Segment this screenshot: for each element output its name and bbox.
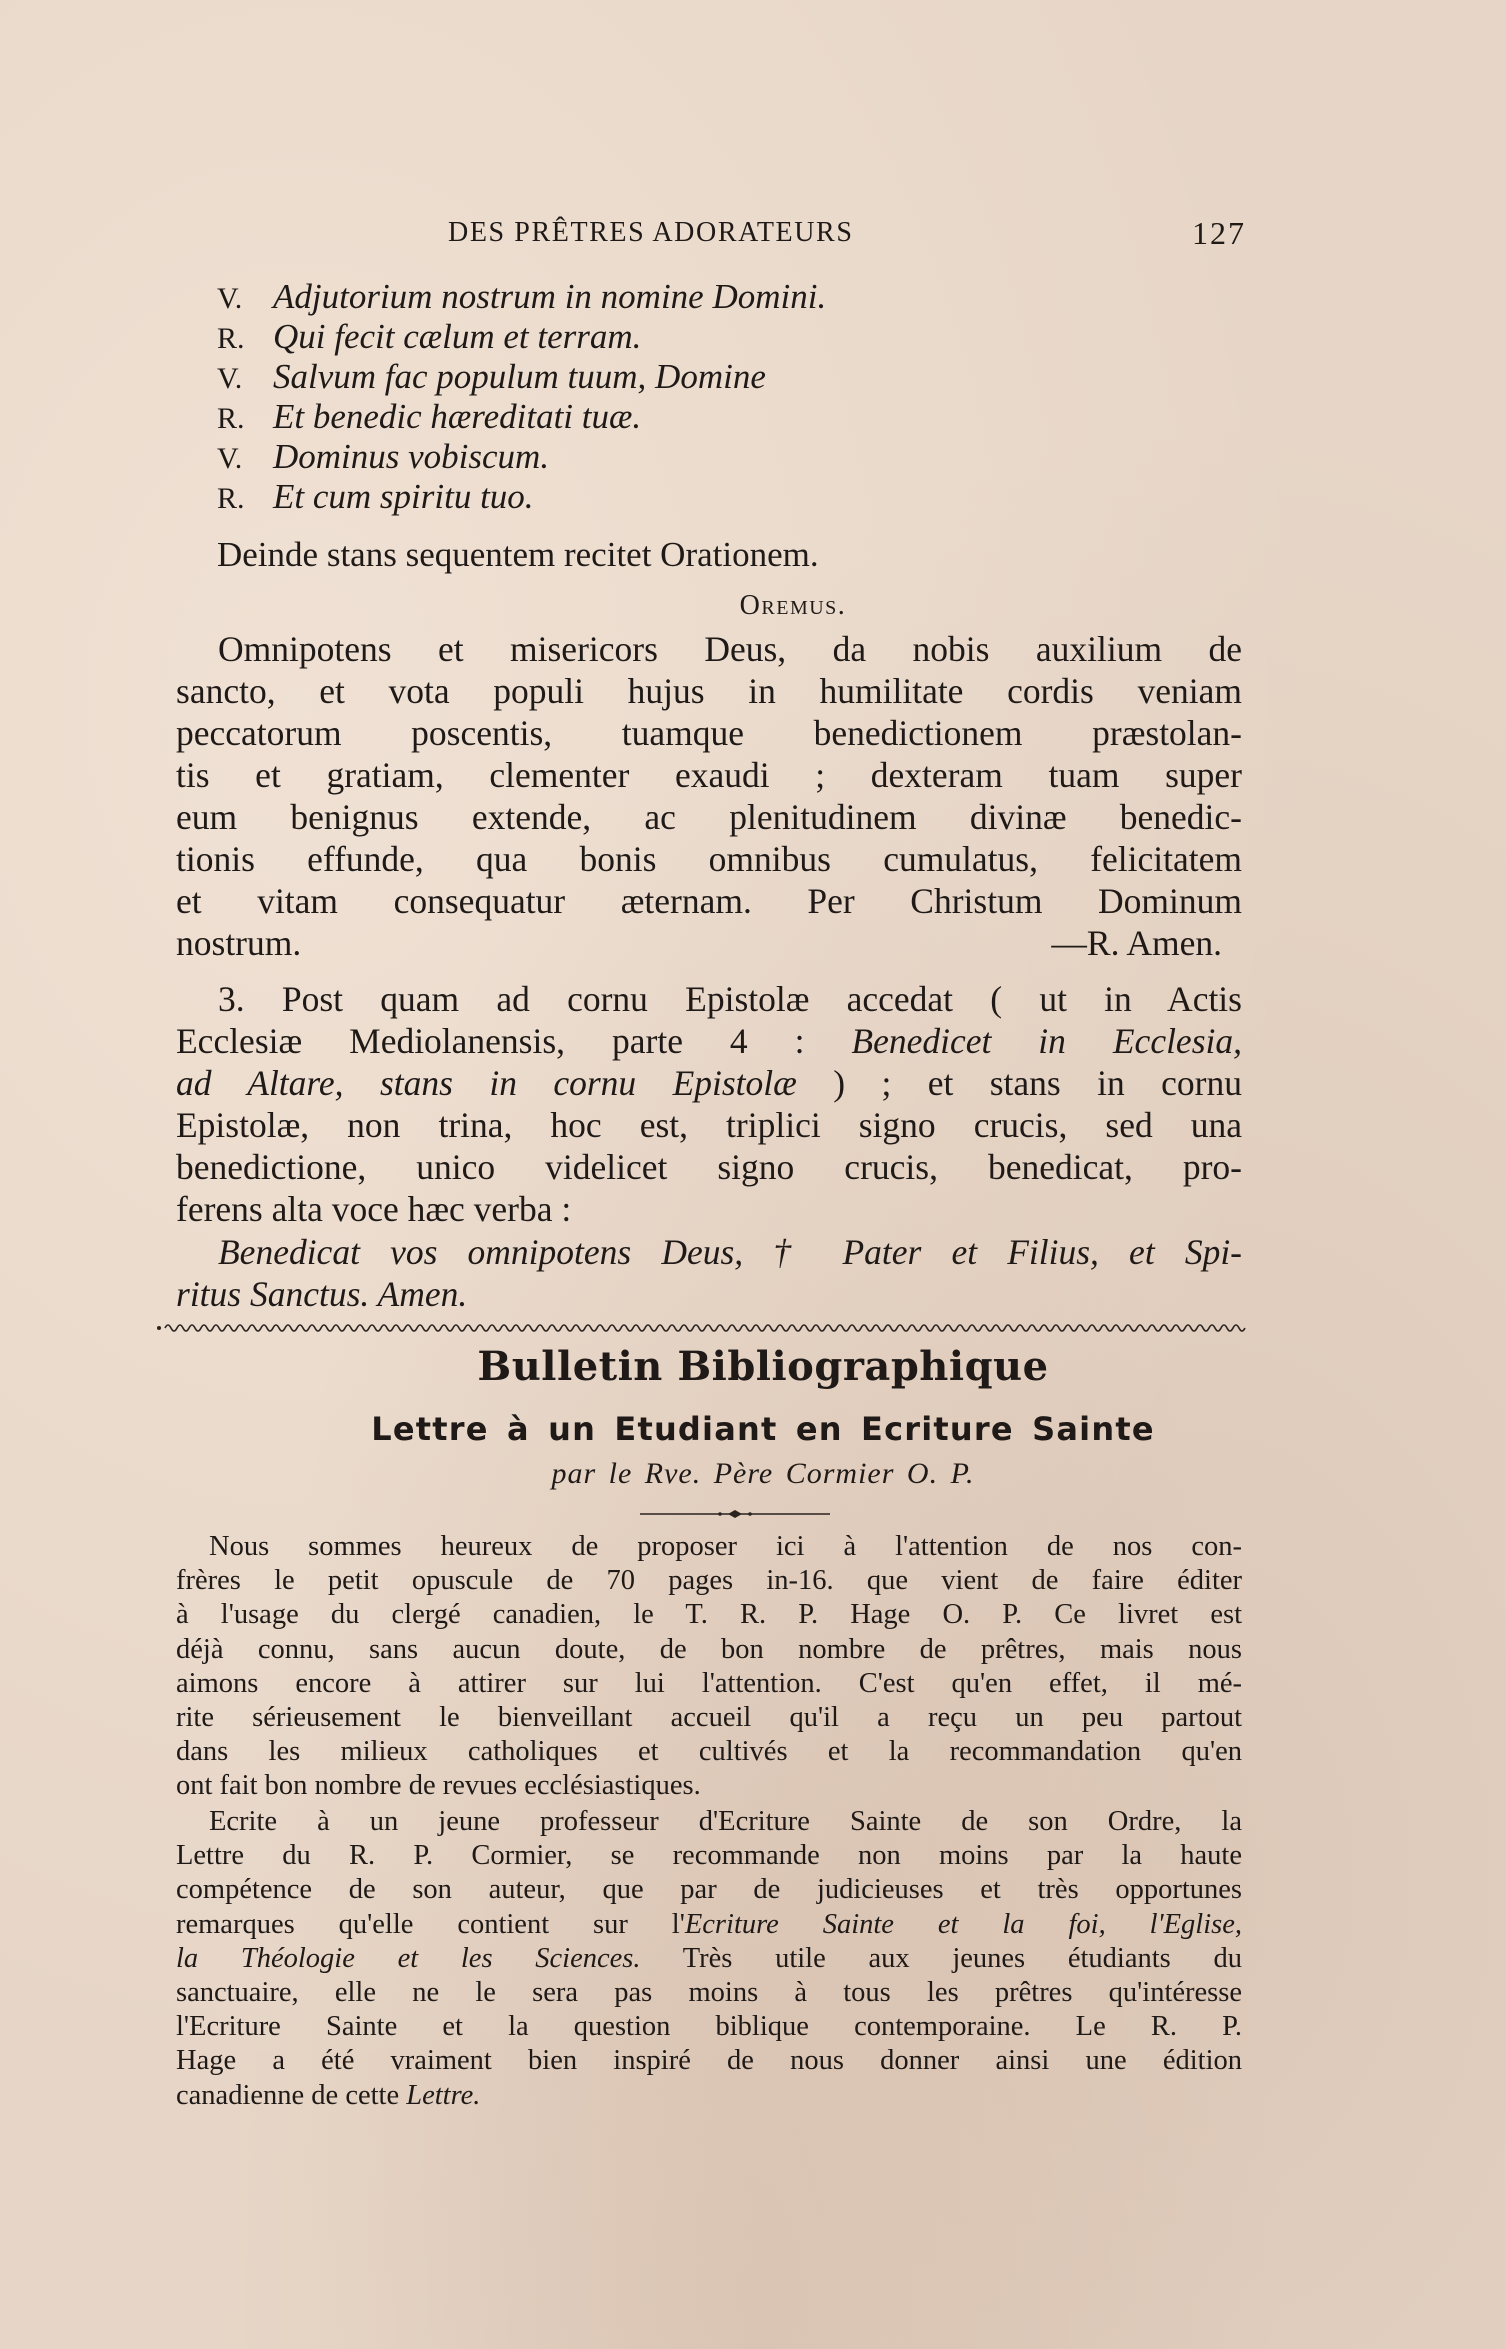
review-text: Très utile aux jeunes étudiants du: [640, 1942, 1242, 1974]
prayer-line: sancto, et vota populi hujus in humilitate cordis veniam: [176, 671, 1242, 711]
versicle-text: Dominus vobiscum.: [273, 437, 550, 476]
review-line: aimons encore à attirer sur lui l'attention. C'est qu'en effet, il mé-: [176, 1667, 1242, 1699]
blessing-line: ritus Sanctus. Amen.: [176, 1274, 468, 1314]
review-line: sanctuaire, elle ne le sera pas moins à tous les prêtres qu'intéresse: [176, 1976, 1242, 2008]
review-line: Nous sommes heureux de proposer ici à l'attention de nos con-: [209, 1531, 1242, 1562]
review-book-title: Lettre.: [406, 2079, 481, 2111]
response-mark: R.: [217, 322, 245, 355]
running-head: [176, 215, 1246, 255]
review-text: remarques qu'elle contient sur l': [176, 1908, 685, 1940]
review-topic: Ecriture Sainte et la foi, l'Eglise,: [684, 1908, 1242, 1940]
blessing-line: Benedicat vos omnipotens Deus, † Pater et Filius, et Spi-: [218, 1232, 1242, 1272]
versicle-line: [217, 357, 1247, 397]
versicle-list: [217, 277, 1247, 517]
bulletin-title: Bulletin Bibliographique: [477, 1343, 1049, 1390]
versicle-line: [217, 277, 1247, 317]
prayer-line: tionis effunde, qua bonis omnibus cumulatus, felicitatem: [176, 839, 1242, 879]
response-mark: R.: [217, 482, 245, 515]
review-line: l'Ecriture Sainte et la question biblique contemporaine. Le R. P.: [176, 2011, 1242, 2043]
review-line: Ecrite à un jeune professeur d'Ecriture Sainte de son Ordre, la: [209, 1806, 1242, 1837]
running-title: DES PRÊTRES ADORATEURS: [448, 217, 854, 248]
prayer-line: peccatorum poscentis, tuamque benedictionem præstolan-: [176, 713, 1242, 753]
bulletin-byline: par le Rve. Père Cormier O. P.: [551, 1457, 975, 1490]
rubric-line: [176, 1020, 1242, 1062]
review-line: [176, 1942, 1242, 1976]
rubric-line: ferens alta voce hæc verba :: [176, 1189, 572, 1229]
review-line: dans les milieux catholiques et cultivés et la recommandation qu'en: [176, 1736, 1242, 1768]
rubric-line: 3. Post quam ad cornu Epistolæ accedat ( ut in Actis: [218, 979, 1242, 1019]
rubric-citation: Benedicet in Ecclesia,: [851, 1021, 1242, 1061]
review-paragraph-2: [176, 1805, 1242, 2113]
rubric-citation: ad Altare, stans in cornu Epistolæ: [176, 1063, 797, 1103]
response-text: Et cum spiritu tuo.: [273, 477, 534, 516]
page-number: 127: [1192, 215, 1246, 251]
versicle-text: Salvum fac populum tuum, Domine: [273, 357, 766, 396]
rubric-deinde: Deinde stans sequentem recitet Orationem.: [217, 535, 819, 574]
response-line: [217, 477, 1247, 517]
bulletin-subtitle: Lettre à un Etudiant en Ecriture Sainte: [371, 1410, 1155, 1448]
review-line: rite sérieusement le bienveillant accueil qu'il a reçu un peu partout: [176, 1701, 1242, 1733]
versicle-text: Adjutorium nostrum in nomine Domini.: [273, 277, 827, 316]
versicle-line: [217, 437, 1247, 477]
rubric-line: Epistolæ, non trina, hoc est, triplici signo crucis, sed una: [176, 1105, 1242, 1145]
review-line: [176, 2079, 1242, 2113]
prayer-line: Omnipotens et misericors Deus, da nobis auxilium de: [218, 629, 1242, 669]
rubric-3-paragraph: [176, 978, 1242, 1230]
response-text: Et benedic hæreditati tuæ.: [273, 397, 642, 436]
versicle-mark: V.: [217, 282, 243, 315]
prayer-paragraph: [176, 628, 1242, 964]
prayer-final-line: [176, 922, 1242, 964]
review-line: Lettre du R. P. Cormier, se recommande non moins par la haute: [176, 1840, 1242, 1872]
blessing-formula: [176, 1231, 1242, 1315]
review-line: [176, 1908, 1242, 1942]
review-topic: la Théologie et les Sciences.: [176, 1942, 641, 1974]
response-text: Qui fecit cælum et terram.: [273, 317, 642, 356]
response-line: [217, 397, 1247, 437]
prayer-line: tis et gratiam, clementer exaudi ; dexteram tuam super: [176, 755, 1242, 795]
wavy-divider: [155, 1319, 1247, 1337]
rubric-line: [176, 1062, 1242, 1104]
prayer-line: eum benignus extende, ac plenitudinem divinæ benedic-: [176, 797, 1242, 837]
rubric-text: Ecclesiæ Mediolanensis, parte 4 :: [176, 1021, 852, 1061]
review-line: ont fait bon nombre de revues ecclésiastiques.: [176, 1770, 701, 1802]
versicle-mark: V.: [217, 442, 243, 475]
response-line: [217, 317, 1247, 357]
review-line: Hage a été vraiment bien inspiré de nous donner ainsi une édition: [176, 2045, 1242, 2077]
oremus-heading: Oremus.: [739, 590, 847, 621]
prayer-line: et vitam consequatur æternam. Per Christum Dominum: [176, 881, 1242, 921]
review-line: déjà connu, sans aucun doute, de bon nombre de prêtres, mais nous: [176, 1633, 1242, 1665]
response-mark: R.: [217, 402, 245, 435]
review-line: compétence de son auteur, que par de judicieuses et très opportunes: [176, 1874, 1242, 1906]
rubric-text: ) ; et stans in cornu: [796, 1063, 1242, 1103]
prayer-last-word: nostrum.: [176, 923, 302, 963]
review-line: frères le petit opuscule de 70 pages in-16. que vient de faire éditer: [176, 1565, 1242, 1597]
rubric-line: benedictione, unico videlicet signo crucis, benedicat, pro-: [176, 1147, 1242, 1187]
review-line: à l'usage du clergé canadien, le T. R. P. Hage O. P. Ce livret est: [176, 1599, 1242, 1631]
versicle-mark: V.: [217, 362, 243, 395]
amen-response: —R. Amen.: [1051, 923, 1222, 963]
review-paragraph-1: [176, 1530, 1242, 1804]
review-text: canadienne de cette: [176, 2079, 407, 2111]
ornament-rule: [640, 1509, 830, 1519]
